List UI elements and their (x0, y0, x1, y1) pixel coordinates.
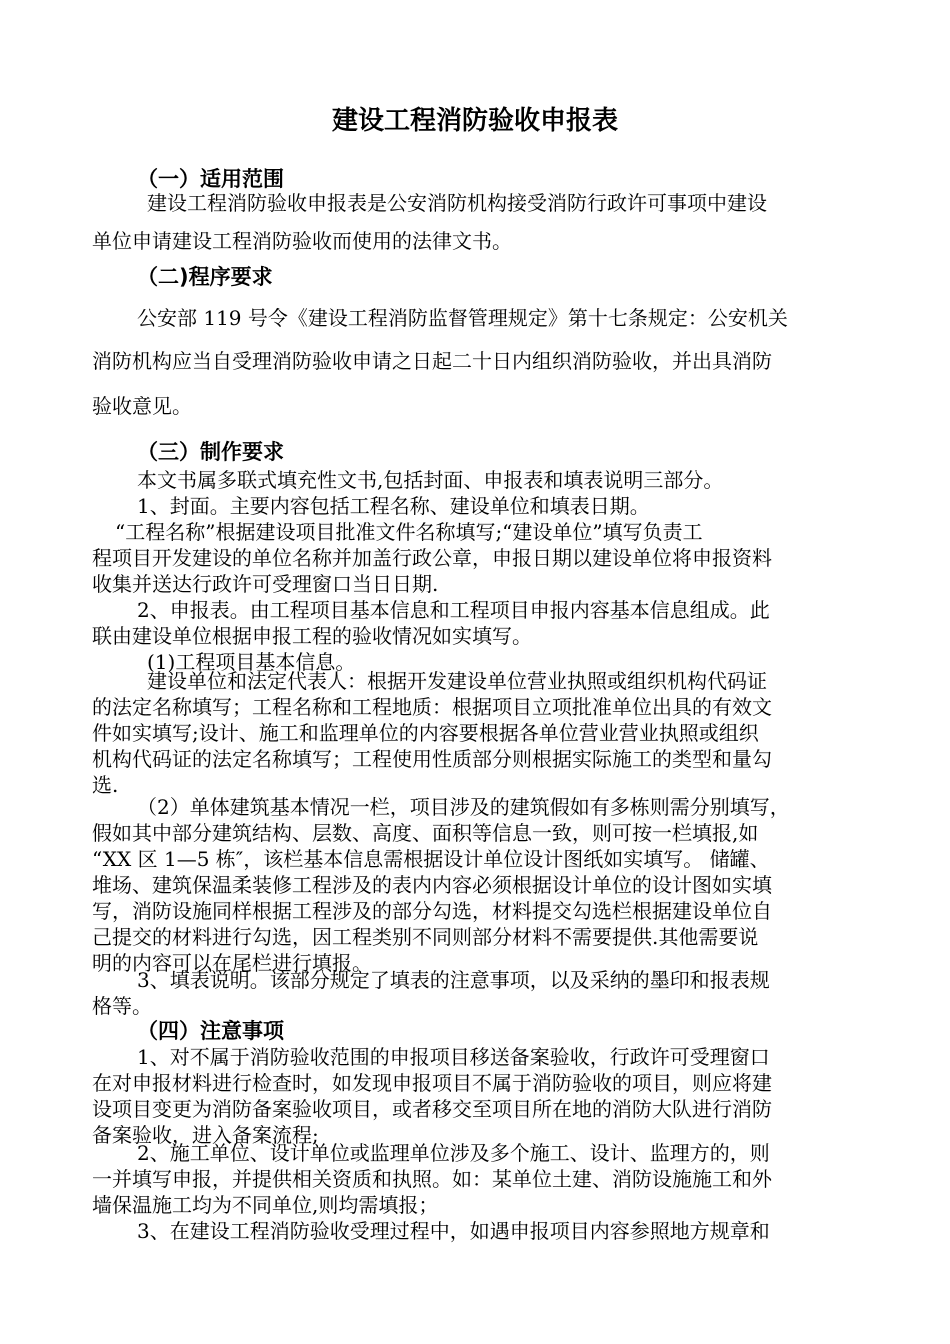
paragraph-line: 2、申报表。由工程项目基本信息和工程项目申报内容基本信息组成。此 (137, 598, 770, 622)
paragraph-line: （2）单体建筑基本情况一栏，项目涉及的建筑假如有多栋则需分别填写， (137, 795, 790, 819)
paragraph-line: 堆场、建筑保温柔装修工程涉及的表内内容必须根据设计单位的设计图如实填 (92, 873, 772, 897)
paragraph-line: 明的内容可以在尾栏进行填报。 (92, 951, 372, 975)
paragraph-line: 选. (92, 773, 119, 797)
paragraph-line: 2、施工单位、设计单位或监理单位涉及多个施工、设计、监理方的，则 (137, 1141, 770, 1165)
paragraph-line: “XX 区 1—5 栋″，该栏基本信息需根据设计单位设计图纸如实填写。 储罐、 (92, 847, 770, 871)
section-heading-production: （三）制作要求 (137, 440, 284, 464)
paragraph-line: 一并填写申报，并提供相关资质和执照。如：某单位土建、消防设施施工和外 (92, 1167, 772, 1191)
document-title: 建设工程消防验收申报表 (331, 106, 618, 136)
paragraph-line: 3、在建设工程消防验收受理过程中，如遇申报项目内容参照地方规章和 (137, 1219, 770, 1243)
paragraph-line: 联由建设单位根据申报工程的验收情况如实填写。 (92, 624, 532, 648)
paragraph-line: 本文书属多联式填充性文书,包括封面、申报表和填表说明三部分。 (137, 468, 724, 492)
paragraph-line: 备案验收，进入备案流程; (92, 1123, 319, 1147)
paragraph-line: 验收意见。 (92, 394, 192, 418)
paragraph-line: 消防机构应当自受理消防验收申请之日起二十日内组织消防验收，并出具消防 (92, 349, 772, 373)
paragraph-line: 机构代码证的法定名称填写；工程使用性质部分则根据实际施工的类型和量勾 (92, 747, 772, 771)
paragraph-line: 1、对不属于消防验收范围的申报项目移送备案验收，行政许可受理窗口 (137, 1045, 770, 1069)
paragraph-line: 建设工程消防验收申报表是公安消防机构接受消防行政许可事项中建设 (147, 191, 767, 215)
paragraph-line: 3、填表说明。该部分规定了填表的注意事项，以及采纳的墨印和报表规 (137, 968, 770, 992)
paragraph-line: 的法定名称填写；工程名称和工程地质：根据项目立项批准单位出具的有效文 (92, 695, 772, 719)
paragraph-line: 墙保温施工均为不同单位,则均需填报； (92, 1193, 439, 1217)
paragraph-line: 格等。 (92, 994, 152, 1018)
paragraph-line: 单位申请建设工程消防验收而使用的法律文书。 (92, 229, 512, 253)
paragraph-line: 写，消防设施同样根据工程涉及的部分勾选，材料提交勾选栏根据建设单位自 (92, 899, 772, 923)
paragraph-line: 在对申报材料进行检查时，如发现申报项目不属于消防验收的项目，则应将建 (92, 1071, 772, 1095)
section-heading-procedure: （二)程序要求 (137, 265, 273, 289)
paragraph-line: 设项目变更为消防备案验收项目，或者移交至项目所在地的消防大队进行消防 (92, 1097, 772, 1121)
paragraph-line: 假如其中部分建筑结构、层数、高度、面积等信息一致，则可按一栏填报,如 (92, 821, 759, 845)
paragraph-line: 件如实填写;设计、施工和监理单位的内容要根据各单位营业营业执照或组织 (92, 721, 759, 745)
paragraph-line: 收集并送达行政许可受理窗口当日日期. (92, 572, 439, 596)
paragraph-line: 程项目开发建设的单位名称并加盖行政公章，申报日期以建设单位将申报资料 (92, 546, 772, 570)
paragraph-line: 己提交的材料进行勾选，因工程类别不同则部分材料不需要提供.其他需要说 (92, 925, 759, 949)
paragraph-line: 建设单位和法定代表人：根据开发建设单位营业执照或组织机构代码证 (147, 669, 767, 693)
paragraph-line: “工程名称”根据建设项目批准文件名称填写;“建设单位”填写负责工 (115, 520, 703, 544)
paragraph-line: 1、封面。主要内容包括工程名称、建设单位和填表日期。 (137, 494, 650, 518)
section-heading-scope: （一）适用范围 (137, 167, 284, 191)
section-heading-notes: （四）注意事项 (137, 1019, 284, 1043)
paragraph-line: 公安部 119 号令《建设工程消防监督管理规定》第十七条规定：公安机关 (137, 306, 788, 330)
paragraph-line: (1)工程项目基本信息。 (147, 650, 356, 674)
